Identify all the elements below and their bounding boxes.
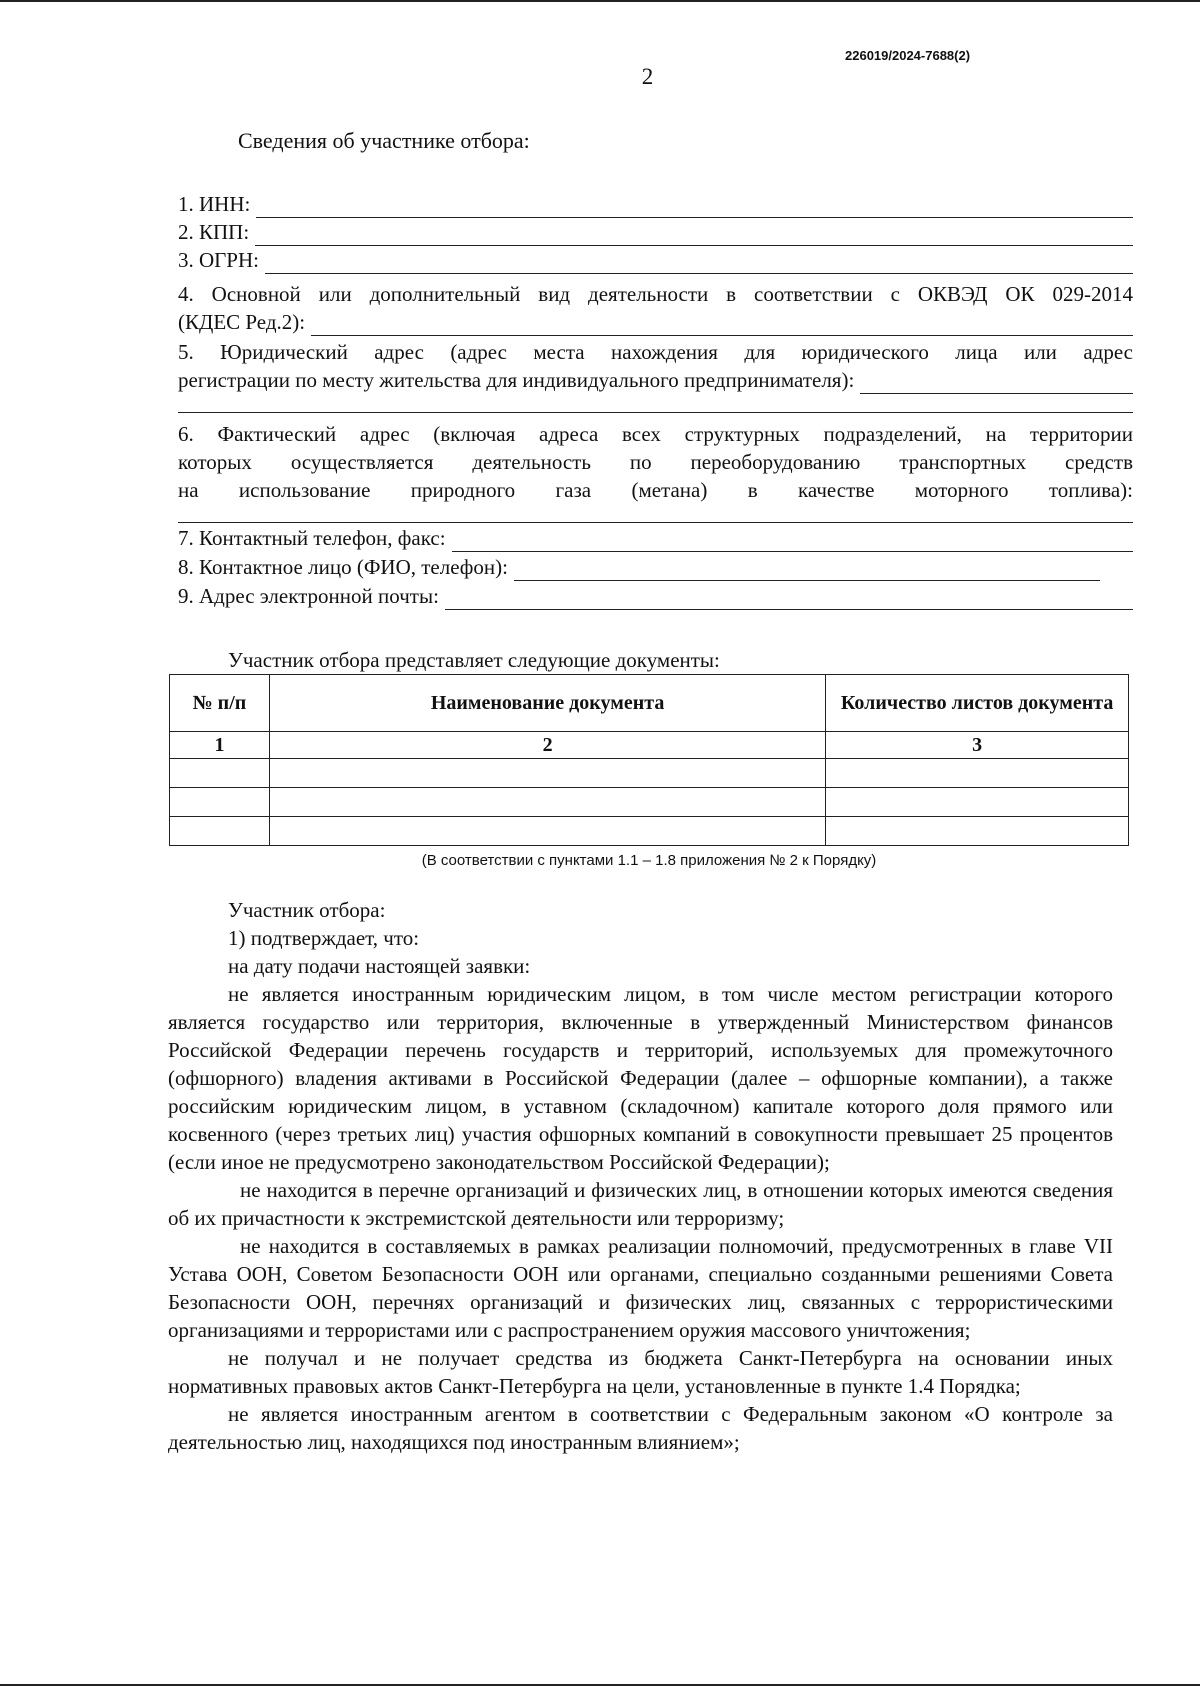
clause-budget-funds: не получал и не получает средства из бюджета Санкт-Петербурга на основании иных нормативных правовых актов Санкт-Петербурга на цели, установленные в пункте 1.4 Порядка; — [168, 1346, 1113, 1398]
scan-edge-top — [0, 0, 1200, 6]
participant-heading: Участник отбора: — [228, 898, 386, 922]
legal-address-field — [178, 338, 1133, 413]
clause-extremism: не находится в перечне организаций и физических лиц, в отношении которых имеются сведения об их причастности к экстремистской деятельности или терроризму; — [168, 1178, 1113, 1230]
email-label: 9. Адрес электронной почты: — [178, 584, 439, 608]
phone-field — [178, 524, 1133, 552]
page-number: 2 — [641, 64, 654, 89]
inn-input-line[interactable] — [256, 195, 1133, 218]
table-cell[interactable] — [826, 817, 1129, 846]
section-title: Сведения об участнике отбора: — [238, 128, 530, 153]
documents-table-note: (В соответствии с пунктами 1.1 – 1.8 приложения № 2 к Порядку) — [421, 852, 877, 869]
contact-person-field — [178, 553, 1100, 581]
ogrn-label: 3. ОГРН: — [178, 248, 259, 272]
email-field — [178, 582, 1133, 610]
column-header-document-name: Наименование документа — [269, 675, 825, 732]
actual-address-input-line[interactable] — [178, 504, 1133, 523]
inn-field — [178, 190, 1133, 218]
column-number-3: 3 — [826, 732, 1129, 759]
actual-address-label-line3: на использование природного газа (метана) в качестве моторного топлива): — [178, 478, 1133, 502]
contact-person-label: 8. Контактное лицо (ФИО, телефон): — [178, 555, 508, 579]
clause-offshore: не является иностранным юридическим лицом, в том числе местом регистрации которого является государство или территория, включенные в утвержденный Министерством финансов Российской Федерации перечень государств и территорий, используемых для промежуточного (офшорного) владения активами в Российской Федерации (далее – офшорные компании), а также российским юридическим лицом, в уставном (складочном) капитале которого доля прямого или косвенного (через третьих лиц) участия офшорных компаний в совокупности превышает 25 процентов (если иное не предусмотрено законодательством Российской Федерации); — [168, 982, 1113, 1174]
column-header-page-count: Количество листов документа — [826, 675, 1129, 732]
clause-un-sanctions: не находится в составляемых в рамках реализации полномочий, предусмотренных в главе VII Устава ООН, Советом Безопасности ООН или органами, специально созданными решениями Совета Безопасности ООН, перечнях организаций и физических лиц, связанных с террористическими организациями и террористами или с распространением оружия массового уничтожения; — [168, 1234, 1113, 1342]
kpp-input-line[interactable] — [255, 223, 1133, 246]
legal-address-label-line2: регистрации по месту жительства для индивидуального предпринимателя): — [178, 368, 855, 392]
as-of-line: на дату подачи настоящей заявки: — [228, 954, 531, 978]
table-cell[interactable] — [269, 759, 825, 788]
table-cell[interactable] — [269, 817, 825, 846]
okved-label-line1: 4. Основной или дополнительный вид деятельности в соответствии с ОКВЭД ОК 029-2014 — [178, 282, 1133, 306]
column-number-2: 2 — [269, 732, 825, 759]
documents-table — [169, 674, 1129, 846]
document-number: 226019/2024-7688(2) — [845, 48, 971, 63]
table-cell[interactable] — [269, 788, 825, 817]
documents-table-caption: Участник отбора представляет следующие документы: — [228, 648, 720, 672]
contact-person-input-line[interactable] — [514, 558, 1100, 581]
table-cell[interactable] — [170, 817, 270, 846]
table-row — [170, 788, 1129, 817]
table-row — [170, 817, 1129, 846]
table-cell[interactable] — [170, 759, 270, 788]
okved-label-line2: (КДЕС Ред.2): — [178, 310, 306, 334]
actual-address-label-line2: которых осуществляется деятельность по переоборудованию транспортных средств — [178, 450, 1133, 474]
table-cell[interactable] — [170, 788, 270, 817]
table-cell[interactable] — [826, 759, 1129, 788]
phone-label: 7. Контактный телефон, факс: — [178, 526, 446, 550]
scan-edge-bottom — [0, 1684, 1200, 1690]
table-row — [170, 759, 1129, 788]
kpp-field — [178, 218, 1133, 246]
kpp-label: 2. КПП: — [178, 220, 250, 244]
table-header-row — [170, 675, 1129, 732]
ogrn-field — [178, 246, 1133, 274]
confirms-line: 1) подтверждает, что: — [228, 926, 420, 950]
email-input-line[interactable] — [445, 587, 1133, 610]
okved-field — [178, 280, 1133, 336]
ogrn-input-line[interactable] — [265, 251, 1133, 274]
legal-address-input-line[interactable] — [860, 371, 1133, 394]
actual-address-label-line1: 6. Фактический адрес (включая адреса всех структурных подразделений, на территории — [178, 422, 1133, 446]
declaration-body — [168, 896, 1113, 1456]
table-cell[interactable] — [826, 788, 1129, 817]
actual-address-field — [178, 420, 1133, 523]
inn-label: 1. ИНН: — [178, 192, 251, 216]
clause-foreign-agent: не является иностранным агентом в соответствии с Федеральным законом «О контроле за деятельностью лиц, находящихся под иностранным влиянием»; — [168, 1402, 1113, 1454]
legal-address-label-line1: 5. Юридический адрес (адрес места нахождения для юридического лица или адрес — [178, 340, 1133, 364]
okved-input-line[interactable] — [311, 313, 1133, 336]
legal-address-extra-line[interactable] — [178, 394, 1133, 413]
column-number-1: 1 — [170, 732, 270, 759]
column-header-number: № п/п — [170, 675, 270, 732]
phone-input-line[interactable] — [452, 529, 1133, 552]
table-numbering-row — [170, 732, 1129, 759]
